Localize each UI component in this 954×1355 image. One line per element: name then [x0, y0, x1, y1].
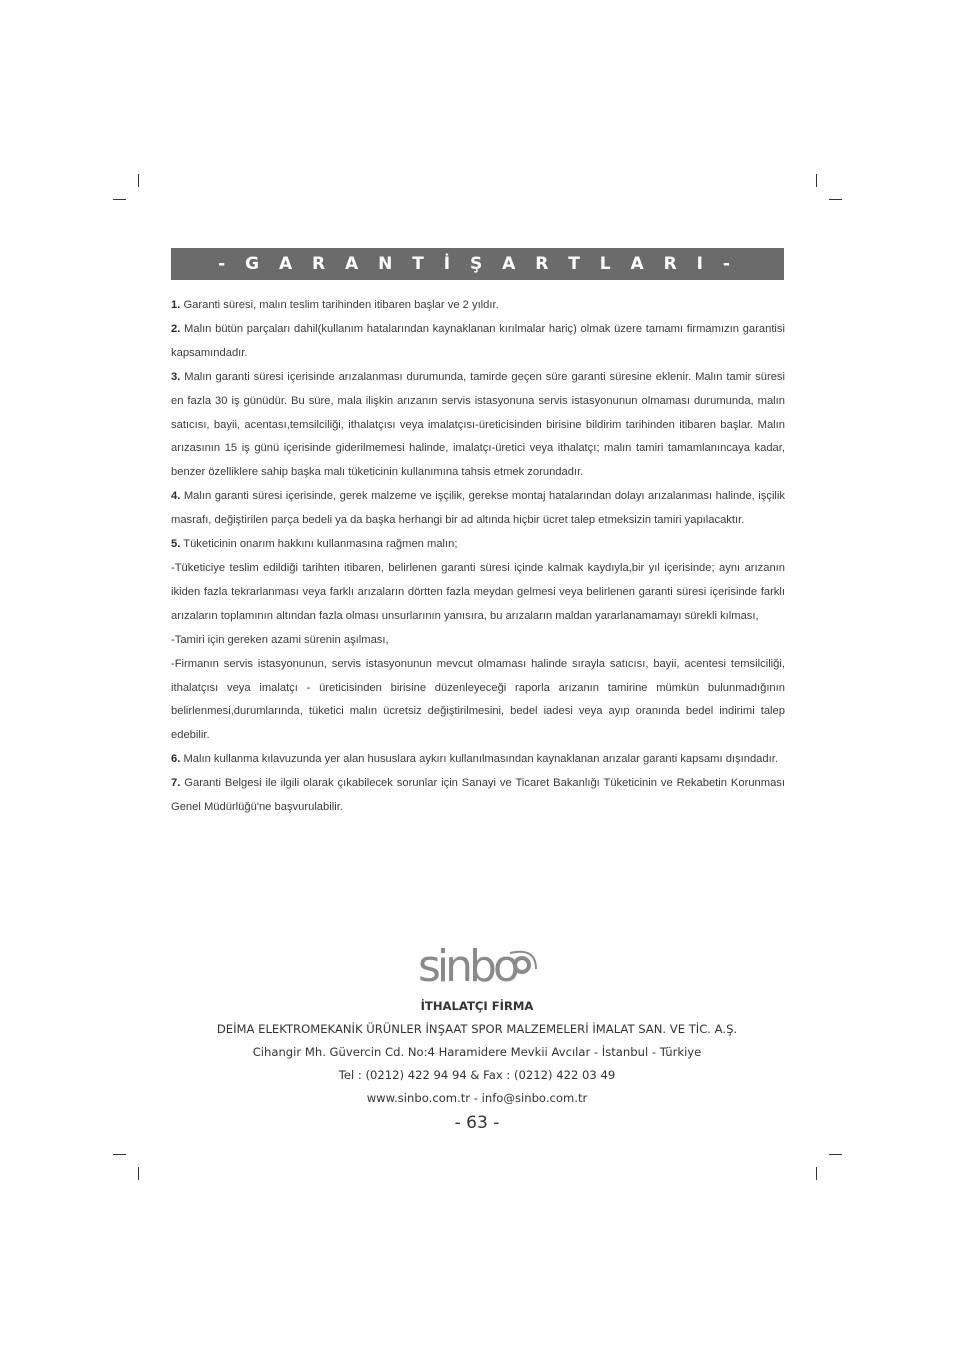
crop-mark	[113, 199, 126, 200]
crop-mark	[138, 174, 139, 187]
logo-text: sinbo	[418, 943, 516, 989]
clause: 4. Malın garanti süresi içerisinde, gerek malzeme ve işçilik, gerekse montaj hatalarından dolayı arızalanması halinde, işçilik masrafı, değiştirilen parça bedeli ya da başka herhangi bir ad altında hiçbir ücret talep etmeksizin tamiri yapılacaktır.	[171, 490, 785, 527]
crop-mark	[138, 1167, 139, 1180]
company-address: Cihangir Mh. Güvercin Cd. No:4 Haramidere Mevkii Avcılar - İstanbul - Türkiye	[252, 1045, 702, 1059]
crop-mark	[816, 1167, 817, 1180]
crop-mark	[816, 174, 817, 187]
crop-mark	[829, 199, 842, 200]
company-phone: Tel : (0212) 422 94 94 & Fax : (0212) 422 03 49	[338, 1068, 616, 1082]
clause: 1. Garanti süresi, malın teslim tarihinden itibaren başlar ve 2 yıldır.	[171, 299, 499, 311]
crop-mark	[829, 1154, 842, 1155]
company-name: DEİMA ELEKTROMEKANİK ÜRÜNLER İNŞAAT SPOR MALZEMELERİ İMALAT SAN. VE TİC. A.Ş.	[216, 1022, 738, 1036]
clause: 7. Garanti Belgesi ile ilgili olarak çıkabilecek sorunlar için Sanayi ve Ticaret Bakanlığı Tüketicinin ve Rekabetin Korunması Genel Müdürlüğü'ne başvurulabilir.	[171, 777, 786, 814]
sinbo-logo	[418, 943, 538, 989]
clause: 3. Malın garanti süresi içerisinde arızalanması durumunda, tamirde geçen süre garanti süresine eklenir. Malın tamir süresi en fazla 30 iş günüdür. Bu süre, mala ilişkin arızanın servis istasyonuna servis istasyonunun olmaması durumunda, malın satıcısı, bayii, acentası,temsilciliği, ithalatçısı veya imalatçısı-üreticisinden birisine bildirim tarihinden itibaren başlar. Malın arızasının 15 iş günü içerisinde giderilmemesi halinde, imalatçı-üretici veya ithalatçı; malın tamiri tamamlanıncaya kadar, benzer özelliklere sahip başka malı tüketicinin kullanımına tahsis etmek zorundadır.	[171, 370, 786, 479]
clause: 2. Malın bütün parçaları dahil(kullanım hatalarından kaynaklanan kırılmalar hariç) olmak üzere tamamı firmamızın garantisi kapsamındadır.	[171, 322, 785, 359]
page-number: - 63 -	[454, 1113, 500, 1133]
footer	[100, 995, 854, 1136]
clause-subitem: -Firmanın servis istasyonunun, servis istasyonunun mevcut olmaması halinde sırayla satıcısı, bayii, acentesi temsilciliği, ithalatçısı veya imalatçı - üreticisinden birisine düzenleyeceği raporla arızanın tamirine mümkün bulunmadığının belirlenmesi,durumlarında, tüketici malın ücretsiz değiştirilmesini, bedel iadesi veya ayıp oranında bedel indirimi talep edebilir.	[171, 657, 785, 742]
clause: 5. Tüketicinin onarım hakkını kullanmasına rağmen malın;	[171, 538, 458, 551]
clause: 6. Malın kullanma kılavuzunda yer alan hususlara aykırı kullanılmasından kaynaklanan arızalar garanti kapsamı dışındadır.	[171, 753, 778, 766]
clause-subitem: -Tüketiciye teslim edildiği tarihten itibaren, belirlenen garanti süresi içinde kalmak kaydıyla,bir yıl içerisinde; aynı arızanın ikiden fazla tekrarlanması veya farklı arızaların dörtten fazla meydan gelmesi veya belirlenen garanti süresi içerisinde farklı arızaların toplamının altından fazla olması unsurlarının yanısıra, bu arızaların maldan yararlanamamayı sürekli kılması,	[171, 561, 785, 622]
crop-mark	[113, 1154, 126, 1155]
page-title: - G A R A N T İ Ş A R T L A R I -	[218, 254, 737, 274]
importer-label: İTHALATÇI FİRMA	[420, 999, 534, 1013]
sinbo-logo-icon	[418, 943, 538, 989]
company-web: www.sinbo.com.tr - info@sinbo.com.tr	[366, 1091, 588, 1105]
warranty-terms	[171, 294, 785, 820]
clause-subitem: -Tamiri için gereken azami sürenin aşılması,	[171, 633, 389, 646]
title-bar	[171, 248, 784, 280]
